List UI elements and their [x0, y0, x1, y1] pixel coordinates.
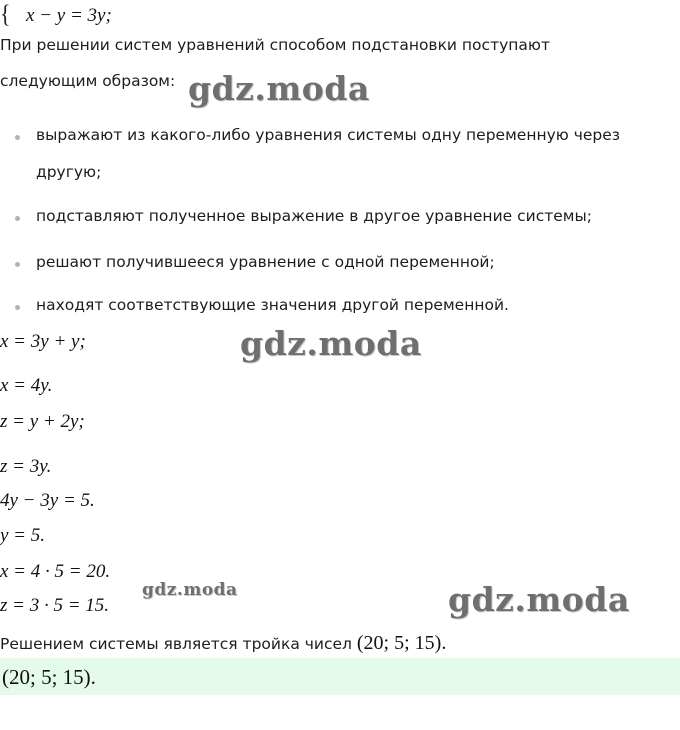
conclusion-text: Решением системы является тройка чисел	[0, 635, 352, 653]
solution-line: x = 4 · 5 = 20.	[0, 561, 111, 582]
step-text: находят соответствующие значения другой переменной.	[36, 296, 509, 314]
step-text: выражают из какого-либо уравнения системы одну переменную через	[36, 126, 621, 144]
intro-line-1: При решении систем уравнений способом подстановки поступают	[0, 36, 550, 54]
list-item	[0, 128, 680, 188]
bullet-dot-icon	[15, 216, 20, 221]
watermark-logo: gdz.moda	[188, 69, 370, 108]
solution-line: y = 5.	[0, 525, 46, 546]
list-item	[0, 209, 680, 229]
step-text: решают получившееся уравнение с одной переменной;	[36, 253, 495, 271]
solution-line: x = 4y.	[0, 375, 53, 396]
solution-line: z = 3 · 5 = 15.	[0, 595, 110, 616]
conclusion-value: (20; 5; 15).	[356, 632, 447, 654]
solution-line: z = 3y.	[0, 456, 52, 477]
watermark-logo: gdz.moda	[448, 580, 630, 619]
step-text: подставляют полученное выражение в другое уравнение системы;	[36, 207, 592, 225]
bullet-dot-icon	[15, 262, 20, 267]
solution-line: x = 3y + y;	[0, 331, 86, 352]
equation-text: x − y = 3y;	[26, 5, 112, 26]
bullet-dot-icon	[15, 305, 20, 310]
step-text-continued: другую;	[36, 163, 102, 181]
watermark-logo: gdz.moda	[142, 580, 238, 600]
list-item	[0, 298, 680, 318]
conclusion-line	[0, 633, 446, 653]
bullet-dot-icon	[15, 135, 20, 140]
solution-line: z = y + 2y;	[0, 411, 85, 432]
answer-value: (20; 5; 15).	[2, 665, 96, 689]
solution-line: 4y − 3y = 5.	[0, 490, 95, 511]
list-item	[0, 255, 680, 275]
system-brace: {	[0, 0, 11, 28]
answer-box	[0, 658, 680, 695]
intro-line-2: следующим образом:	[0, 72, 176, 90]
system-equation-line	[0, 0, 112, 28]
watermark-logo: gdz.moda	[240, 324, 422, 363]
